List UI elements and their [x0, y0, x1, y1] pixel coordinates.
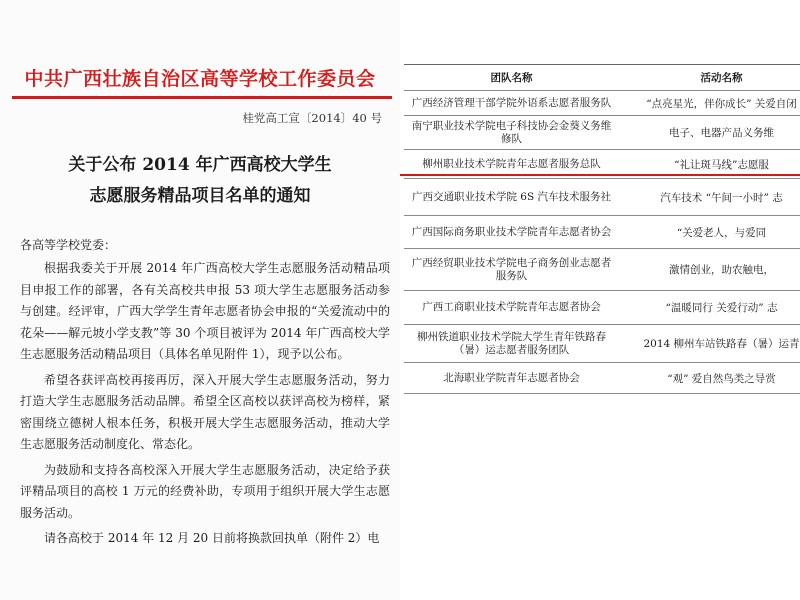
table-row	[404, 291, 800, 325]
body-paragraph: 为鼓励和支持各高校深入开展大学生志愿服务活动，决定给予获评精品项目的高校 1 万元的经费补助，专项用于组织开展大学生志愿服务活动。	[20, 462, 390, 520]
table-row	[404, 216, 800, 249]
team-name-cell: 南宁职业技术学院电子科技协会金葵义务维修队	[404, 116, 619, 150]
project-table	[404, 64, 800, 394]
activity-column-header: 活动名称	[619, 65, 800, 91]
activity-name-cell: “观” 爱自然鸟类之导赏	[619, 363, 800, 394]
team-column-header: 团队名称	[404, 65, 619, 91]
project-list-page	[400, 0, 800, 600]
table-row	[404, 179, 800, 216]
table-row	[404, 116, 800, 150]
body-paragraph: 根据我委关于开展 2014 年广西高校大学生志愿服务活动精品项目申报工作的部署，各有关高校共申报 53 项大学生志愿服务活动参与创建。经评审，广西大学学生青年志愿者协会申报的“关爱流动中的花朵——解元坡小学支教”等 30 个项目被评为 2014 年广西高校大学生志愿服务活动精品项目（具体名单见附件 1），现予以公布。	[20, 261, 390, 361]
team-name-cell: 广西工商职业技术学院青年志愿者协会	[404, 291, 619, 325]
activity-name-cell: 汽车技术 “午间一小时” 志	[619, 179, 800, 216]
table-row	[404, 91, 800, 116]
activity-name-cell: 电子、电器产品义务维	[619, 116, 800, 150]
body-paragraph: 希望各获评高校再接再厉，深入开展大学生志愿服务活动，努力打造大学生志愿服务活动品牌。希望全区高校以获评高校为榜样，紧密围绕立德树人根本任务，积极开展大学生志愿服务活动，推动大学生志愿服务活动制度化、常态化。	[20, 372, 390, 451]
activity-name-cell: “关爱老人，与爱同	[619, 216, 800, 249]
activity-name-cell: “点亮星光，伴你成长” 关爱自闭	[619, 91, 800, 116]
activity-name-cell: “礼让斑马线”志愿服	[619, 150, 800, 179]
team-name-cell: 柳州铁道职业技术学院大学生青年铁路春（暑）运志愿者服务团队	[404, 325, 619, 363]
red-header-rule	[12, 96, 392, 99]
table-row	[404, 363, 800, 394]
notice-body	[20, 258, 390, 554]
salutation: 各高等学校党委：	[20, 238, 117, 252]
document-number: 桂党高工宣〔2014〕40 号	[242, 111, 382, 125]
team-name-cell: 广西经贸职业技术学院电子商务创业志愿者服务队	[404, 249, 619, 291]
team-name-cell: 广西交通职业技术学院 6S 汽车技术服务社	[404, 179, 619, 216]
body-paragraph: 请各高校于 2014 年 12 月 20 日前将换款回执单（附件 2）电	[44, 531, 380, 545]
issuing-organization: 中共广西壮族自治区高等学校工作委员会	[24, 68, 376, 90]
team-name-cell: 广西经济管理干部学院外语系志愿者服务队	[404, 91, 619, 116]
activity-name-cell: “温暖同行 关爱行动” 志	[619, 291, 800, 325]
highlight-underline	[400, 174, 800, 176]
notice-title	[0, 150, 400, 212]
notice-title-line2: 志愿服务精品项目名单的通知	[89, 186, 311, 206]
team-name-cell: 柳州职业技术学院青年志愿者服务总队	[404, 150, 619, 179]
table-header-row	[404, 65, 800, 91]
table-row	[404, 325, 800, 363]
activity-name-cell: 2014 柳州车站铁路春（暑）运青	[619, 325, 800, 363]
team-name-cell: 北海职业学院青年志愿者协会	[404, 363, 619, 394]
table-row	[404, 249, 800, 291]
activity-name-cell: 激情创业，助农触电，	[619, 249, 800, 291]
team-name-cell: 广西国际商务职业技术学院青年志愿者协会	[404, 216, 619, 249]
notice-title-line1: 关于公布 2014 年广西高校大学生	[68, 155, 332, 175]
